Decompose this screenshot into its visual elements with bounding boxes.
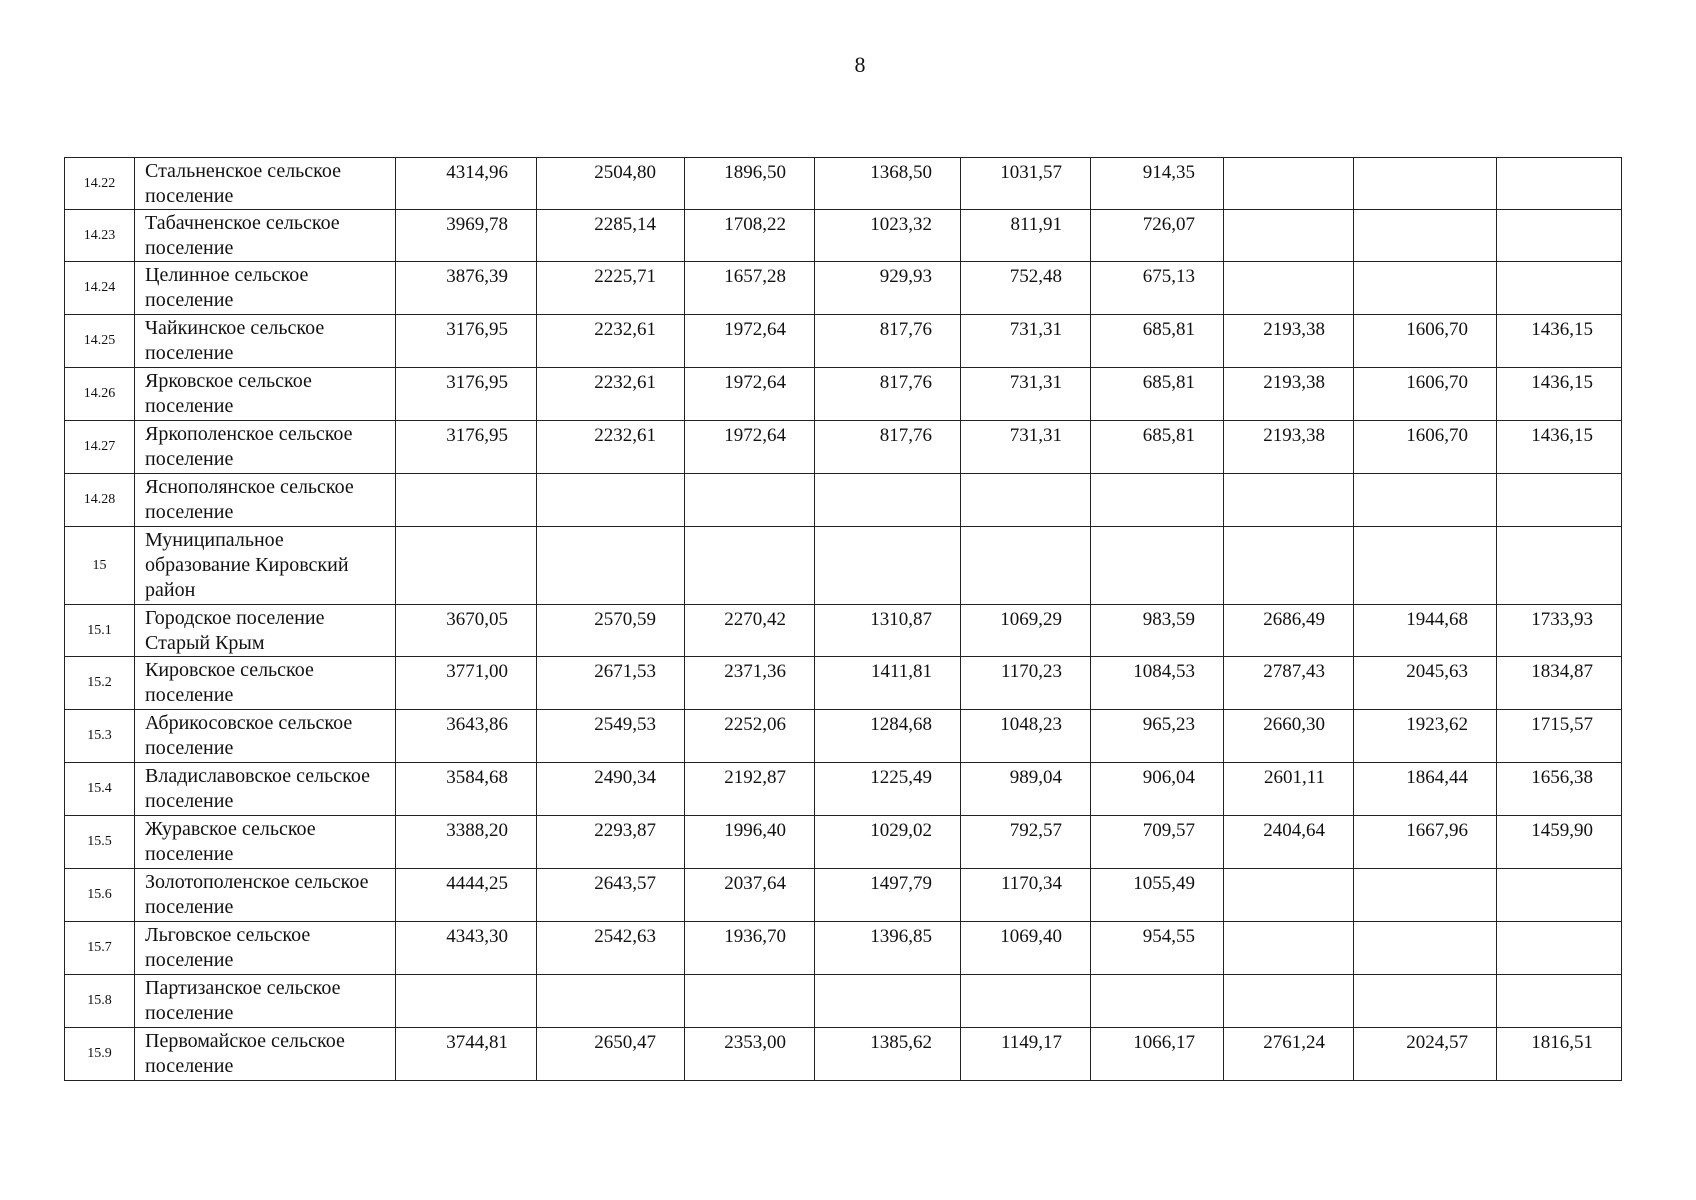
value-cell: 1834,87 [1497,657,1622,710]
value-cell: 1816,51 [1497,1028,1622,1081]
table-row [65,605,1622,657]
value-cell [396,527,537,605]
settlement-name: Партизанское сельское поселение [135,975,396,1028]
value-cell: 2686,49 [1224,605,1354,657]
value-cell: 1225,49 [815,763,961,816]
table-body [65,158,1622,1081]
page-number: 8 [854,52,866,77]
value-cell: 1023,32 [815,210,961,262]
value-cell: 4444,25 [396,869,537,922]
value-cell: 1436,15 [1497,315,1622,368]
row-number: 15 [65,527,135,605]
value-cell [1497,975,1622,1028]
value-cell: 3176,95 [396,368,537,421]
value-cell: 2192,87 [685,763,815,816]
value-cell: 1667,96 [1354,816,1497,869]
value-cell: 2549,53 [537,710,685,763]
value-cell: 792,57 [961,816,1091,869]
value-cell [1224,262,1354,315]
settlement-name: Журавское сельское поселение [135,816,396,869]
value-cell: 1368,50 [815,158,961,210]
value-cell [815,975,961,1028]
value-cell: 3584,68 [396,763,537,816]
value-cell: 2353,00 [685,1028,815,1081]
value-cell: 914,35 [1091,158,1224,210]
value-cell: 1936,70 [685,922,815,975]
value-cell: 1170,23 [961,657,1091,710]
value-cell: 1069,29 [961,605,1091,657]
value-cell [961,474,1091,527]
value-cell [1354,975,1497,1028]
value-cell: 685,81 [1091,368,1224,421]
value-cell: 811,91 [961,210,1091,262]
value-cell: 4343,30 [396,922,537,975]
row-number: 15.7 [65,922,135,975]
value-cell [1354,210,1497,262]
value-cell [1497,158,1622,210]
value-cell: 1996,40 [685,816,815,869]
value-cell: 2037,64 [685,869,815,922]
table-row [65,262,1622,315]
value-cell [1497,922,1622,975]
settlement-name: Чайкинское сельское поселение [135,315,396,368]
settlement-name: Табачненское сельское поселение [135,210,396,262]
row-number: 15.9 [65,1028,135,1081]
value-cell: 1284,68 [815,710,961,763]
value-cell: 2232,61 [537,315,685,368]
value-cell [537,474,685,527]
value-cell: 3176,95 [396,315,537,368]
table-row [65,710,1622,763]
value-cell [1354,527,1497,605]
value-cell: 2650,47 [537,1028,685,1081]
value-cell: 1923,62 [1354,710,1497,763]
value-cell: 4314,96 [396,158,537,210]
value-cell: 1459,90 [1497,816,1622,869]
value-cell: 2285,14 [537,210,685,262]
table-row [65,158,1622,210]
settlement-name: Абрикосовское сельское поселение [135,710,396,763]
value-cell: 1396,85 [815,922,961,975]
value-cell: 685,81 [1091,421,1224,474]
value-cell: 1972,64 [685,315,815,368]
value-cell [1091,975,1224,1028]
table-row [65,657,1622,710]
value-cell: 817,76 [815,368,961,421]
value-cell: 1385,62 [815,1028,961,1081]
value-cell [1497,527,1622,605]
value-cell [685,527,815,605]
value-cell [1354,869,1497,922]
value-cell [1497,474,1622,527]
value-cell: 2490,34 [537,763,685,816]
row-number: 15.8 [65,975,135,1028]
value-cell: 2270,42 [685,605,815,657]
value-cell [1497,869,1622,922]
row-number: 14.26 [65,368,135,421]
value-cell: 1606,70 [1354,421,1497,474]
value-cell [961,975,1091,1028]
value-cell: 726,07 [1091,210,1224,262]
table-row [65,315,1622,368]
row-number: 14.28 [65,474,135,527]
row-number: 14.24 [65,262,135,315]
value-cell: 1055,49 [1091,869,1224,922]
value-cell: 3744,81 [396,1028,537,1081]
value-cell: 1733,93 [1497,605,1622,657]
row-number: 15.3 [65,710,135,763]
settlement-name: Муниципальное образование Кировский район [135,527,396,605]
value-cell: 3643,86 [396,710,537,763]
value-cell: 1436,15 [1497,421,1622,474]
row-number: 15.1 [65,605,135,657]
value-cell: 1708,22 [685,210,815,262]
value-cell: 1657,28 [685,262,815,315]
value-cell [1354,922,1497,975]
value-cell: 675,13 [1091,262,1224,315]
value-cell: 2232,61 [537,368,685,421]
value-cell: 2601,11 [1224,763,1354,816]
row-number: 14.22 [65,158,135,210]
value-cell [1224,922,1354,975]
settlement-name: Кировское сельское поселение [135,657,396,710]
value-cell: 1606,70 [1354,315,1497,368]
value-cell: 1497,79 [815,869,961,922]
value-cell [685,975,815,1028]
value-cell [961,527,1091,605]
value-cell: 731,31 [961,421,1091,474]
value-cell: 1029,02 [815,816,961,869]
value-cell: 1084,53 [1091,657,1224,710]
value-cell [1497,262,1622,315]
value-cell: 2193,38 [1224,315,1354,368]
value-cell: 3771,00 [396,657,537,710]
value-cell [1224,869,1354,922]
value-cell: 3388,20 [396,816,537,869]
value-cell: 1715,57 [1497,710,1622,763]
value-cell: 989,04 [961,763,1091,816]
value-cell: 3876,39 [396,262,537,315]
row-number: 15.4 [65,763,135,816]
value-cell: 2404,64 [1224,816,1354,869]
value-cell: 2660,30 [1224,710,1354,763]
value-cell: 817,76 [815,421,961,474]
value-cell: 1944,68 [1354,605,1497,657]
value-cell [1497,210,1622,262]
value-cell [1091,474,1224,527]
value-cell: 2193,38 [1224,368,1354,421]
settlement-name: Целинное сельское поселение [135,262,396,315]
value-cell [1224,210,1354,262]
settlement-name: Яркополенское сельское поселение [135,421,396,474]
row-number: 14.23 [65,210,135,262]
value-cell: 2542,63 [537,922,685,975]
value-cell [396,474,537,527]
value-cell: 1031,57 [961,158,1091,210]
value-cell [1224,158,1354,210]
value-cell: 817,76 [815,315,961,368]
value-cell: 2570,59 [537,605,685,657]
value-cell [1224,975,1354,1028]
value-cell: 2232,61 [537,421,685,474]
table-row [65,421,1622,474]
value-cell [685,474,815,527]
value-cell [396,975,537,1028]
value-cell: 731,31 [961,368,1091,421]
value-cell: 1864,44 [1354,763,1497,816]
row-number: 14.27 [65,421,135,474]
value-cell [537,975,685,1028]
value-cell: 709,57 [1091,816,1224,869]
table-row [65,210,1622,262]
value-cell: 2504,80 [537,158,685,210]
row-number: 15.6 [65,869,135,922]
value-cell: 2761,24 [1224,1028,1354,1081]
value-cell [1224,474,1354,527]
settlement-name: Ярковское сельское поселение [135,368,396,421]
table-row [65,763,1622,816]
value-cell: 1606,70 [1354,368,1497,421]
value-cell: 2371,36 [685,657,815,710]
value-cell: 1656,38 [1497,763,1622,816]
value-cell: 1896,50 [685,158,815,210]
value-cell [815,527,961,605]
settlement-name: Первомайское сельское поселение [135,1028,396,1081]
row-number: 15.5 [65,816,135,869]
value-cell: 685,81 [1091,315,1224,368]
value-cell: 1149,17 [961,1028,1091,1081]
tariff-table [64,157,1622,1081]
value-cell: 1436,15 [1497,368,1622,421]
settlement-name: Золотополенское сельское поселение [135,869,396,922]
table-row [65,527,1622,605]
value-cell: 752,48 [961,262,1091,315]
value-cell: 1066,17 [1091,1028,1224,1081]
value-cell [1091,527,1224,605]
value-cell: 1069,40 [961,922,1091,975]
value-cell: 1972,64 [685,368,815,421]
value-cell: 731,31 [961,315,1091,368]
table-row [65,474,1622,527]
value-cell: 2643,57 [537,869,685,922]
value-cell: 1048,23 [961,710,1091,763]
value-cell: 906,04 [1091,763,1224,816]
value-cell: 2787,43 [1224,657,1354,710]
value-cell: 2045,63 [1354,657,1497,710]
settlement-name: Городское поселение Старый Крым [135,605,396,657]
value-cell: 3670,05 [396,605,537,657]
row-number: 15.2 [65,657,135,710]
table-row [65,975,1622,1028]
value-cell: 2252,06 [685,710,815,763]
table-row [65,368,1622,421]
settlement-name: Владиславовское сельское поселение [135,763,396,816]
value-cell: 3969,78 [396,210,537,262]
value-cell: 1411,81 [815,657,961,710]
table-row [65,922,1622,975]
settlement-name: Яснополянское сельское поселение [135,474,396,527]
value-cell [815,474,961,527]
value-cell: 2293,87 [537,816,685,869]
settlement-name: Стальненское сельское поселение [135,158,396,210]
table-row [65,816,1622,869]
table-row [65,1028,1622,1081]
value-cell [1354,262,1497,315]
value-cell: 1310,87 [815,605,961,657]
value-cell: 2193,38 [1224,421,1354,474]
value-cell [537,527,685,605]
value-cell: 3176,95 [396,421,537,474]
value-cell: 929,93 [815,262,961,315]
value-cell: 2024,57 [1354,1028,1497,1081]
row-number: 14.25 [65,315,135,368]
value-cell: 1170,34 [961,869,1091,922]
value-cell [1224,527,1354,605]
value-cell: 954,55 [1091,922,1224,975]
value-cell: 965,23 [1091,710,1224,763]
settlement-name: Льговское сельское поселение [135,922,396,975]
value-cell [1354,474,1497,527]
value-cell: 1972,64 [685,421,815,474]
value-cell: 2225,71 [537,262,685,315]
table-row [65,869,1622,922]
value-cell: 2671,53 [537,657,685,710]
value-cell [1354,158,1497,210]
value-cell: 983,59 [1091,605,1224,657]
